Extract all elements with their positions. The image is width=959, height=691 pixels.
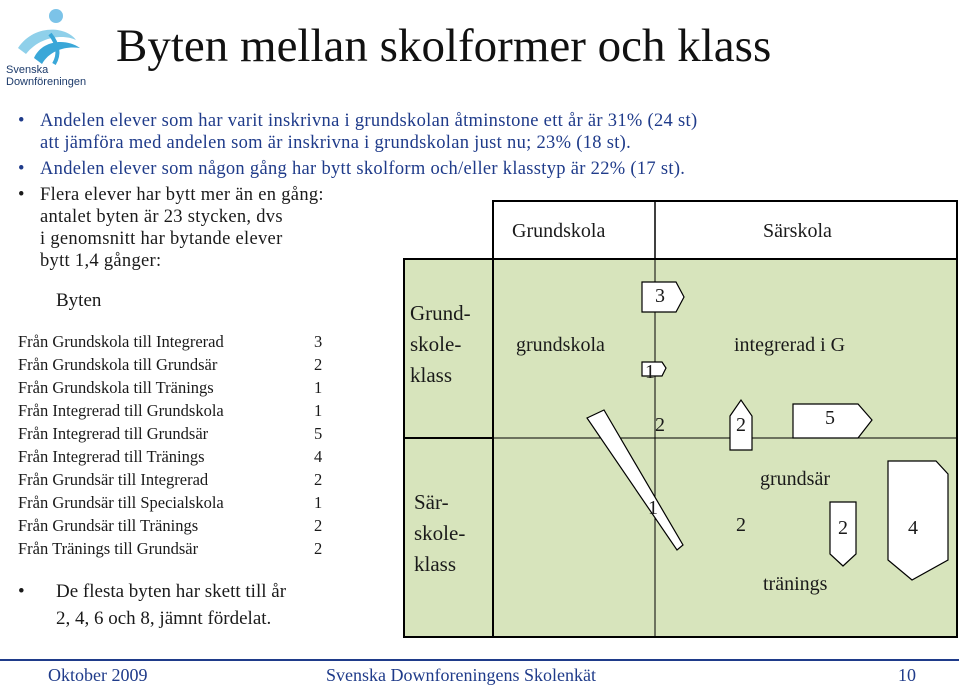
footer-divider <box>0 659 959 661</box>
byten-row: Från Grundsär till Integrerad 2 <box>18 470 323 489</box>
arrow-2-grundsar-label: 2 <box>736 514 746 536</box>
arrow-4-label: 4 <box>908 517 918 539</box>
byten-row: Från Integrerad till Grundsär 5 <box>18 424 323 443</box>
arrow-2-left-label: 2 <box>655 414 665 436</box>
footer-center: Svenska Downforeningens Skolenkät <box>326 665 596 685</box>
footer-date: Oktober 2009 <box>48 665 148 685</box>
grid-area <box>493 259 957 637</box>
col-sarskola: Särskola <box>763 220 832 242</box>
byten-row: Från Grundskola till Tränings 1 <box>18 378 323 397</box>
arrow-4 <box>888 461 948 580</box>
cell-grundskola: grundskola <box>516 334 605 356</box>
row-sarskoleklass: Sär- skole- klass <box>414 490 466 576</box>
cell-grundsar: grundsär <box>760 468 830 490</box>
bullet-item: • Flera elever har bytt mer än en gång: antalet byten är 23 stycken, dvs i genomsnitt har bytande elever bytt 1,4 gånger: <box>18 185 324 271</box>
byten-row: Från Grundsär till Specialskola 1 <box>18 493 323 512</box>
bullet-item: • Andelen elever som har varit inskrivna i grundskolan åtminstone ett år är 31% (24 st) att jämföra med andelen som är inskrivna i grundskolan just nu; 23% (18 st). <box>18 111 698 153</box>
page-title: Byten mellan skolformer och klass <box>116 20 772 72</box>
byten-row: Från Grundsär till Tränings 2 <box>18 516 323 535</box>
logo-text: Svenska Downföreningen <box>6 64 87 88</box>
arrow-2-tranings-label: 2 <box>838 517 848 539</box>
arrow-1-low-label: 1 <box>648 497 658 519</box>
note-bullet: • De flesta byten har skett till år 2, 4, 6 och 8, jämnt fördelat. <box>18 581 287 629</box>
bullet-item: • Andelen elever som någon gång har bytt skolform och/eller klasstyp är 22% (17 st). <box>18 159 686 179</box>
arrow-1-top-label: 1 <box>645 361 655 383</box>
byten-row: Från Tränings till Grundsär 2 <box>18 539 323 558</box>
row-grundskoleklass: Grund- skole- klass <box>410 301 471 387</box>
page-number: 10 <box>898 665 916 685</box>
byten-heading: Byten <box>56 290 102 311</box>
arrow-5-label: 5 <box>825 407 835 429</box>
arrow-3-label: 3 <box>655 285 665 307</box>
col-grundskola: Grundskola <box>512 220 606 242</box>
arrow-2-mid-label: 2 <box>736 414 746 436</box>
byten-row: Från Grundskola till Grundsär 2 <box>18 355 323 374</box>
byten-row: Från Grundskola till Integrerad 3 <box>18 332 323 351</box>
cell-integrerad: integrerad i G <box>734 334 846 356</box>
byten-row: Från Integrerad till Grundskola 1 <box>18 401 323 420</box>
cell-tranings: tränings <box>763 573 828 595</box>
byten-row: Från Integrerad till Tränings 4 <box>18 447 323 466</box>
